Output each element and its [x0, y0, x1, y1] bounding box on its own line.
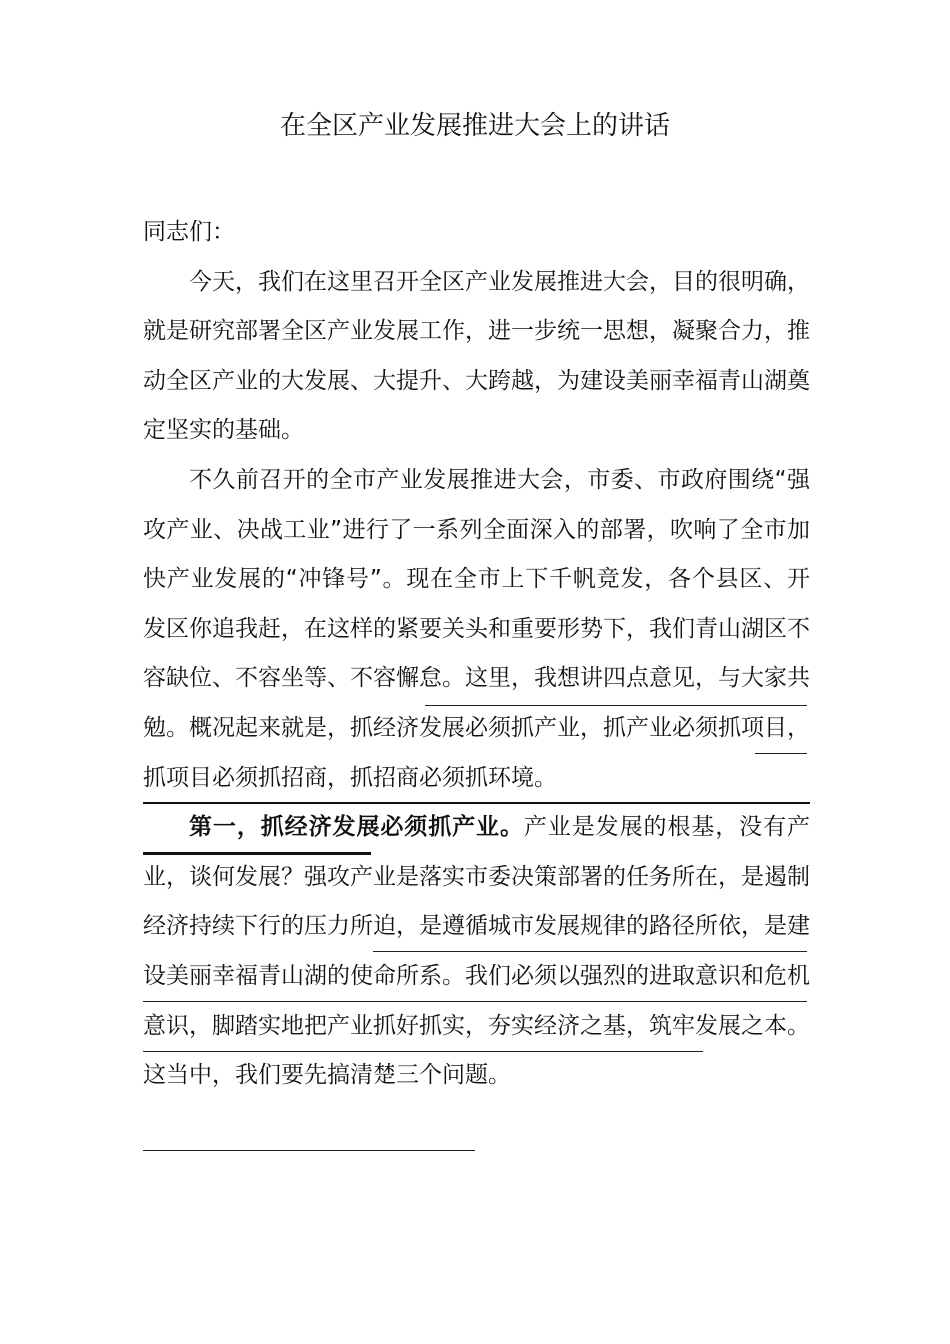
- underline-mark: [755, 753, 807, 754]
- underline-mark: [143, 1051, 703, 1052]
- salutation: 同志们：: [143, 219, 235, 245]
- underline-mark: [143, 1001, 807, 1002]
- underline-mark: [143, 802, 810, 804]
- document-body: [143, 208, 810, 1101]
- document-title: 在全区产业发展推进大会上的讲话: [279, 111, 670, 141]
- section-heading: 第一，抓经济发展必须抓产业。: [189, 814, 524, 841]
- paragraph-2: 不久前召开的全市产业发展推进大会，市委、市政府围绕“强攻产业、决战工业”进行了一系列全面深入的部署，吹响了全市加快产业发展的“冲锋号”。现在全市上下千帆竞发，各个县区、开发区你追我赶，在这样的紧要关头和重要形势下，我们青山湖区不容缺位、不容坐等、不容懈怠。这里，我想讲四点意见，与大家共勉。概况起来就是，抓经济发展必须抓产业，抓产业必须抓项目，抓项目必须抓招商，抓招商必须抓环境。: [143, 466, 810, 791]
- underline-mark: [373, 951, 807, 952]
- paragraph-3-text: 产业是发展的根基，没有产业，谈何发展？强攻产业是落实市委决策部署的任务所在，是遏制经济持续下行的压力所迫，是遵循城市发展规律的路径所依，是建设美丽幸福青山湖的使命所系。我们必须以强烈的进取意识和危机意识，脚踏实地把产业抓好抓实，夯实经济之基，筑牢发展之本。这当中，我们要先搞清楚三个问题。: [143, 814, 811, 1089]
- paragraph-1: 今天，我们在这里召开全区产业发展推进大会，目的很明确，就是研究部署全区产业发展工作，进一步统一思想，凝聚合力，推动全区产业的大发展、大提升、大跨越，为建设美丽幸福青山湖奠定坚实的基础。: [143, 268, 810, 444]
- underline-mark: [143, 1150, 475, 1151]
- underline-mark: [425, 705, 807, 706]
- underline-mark: [143, 852, 371, 855]
